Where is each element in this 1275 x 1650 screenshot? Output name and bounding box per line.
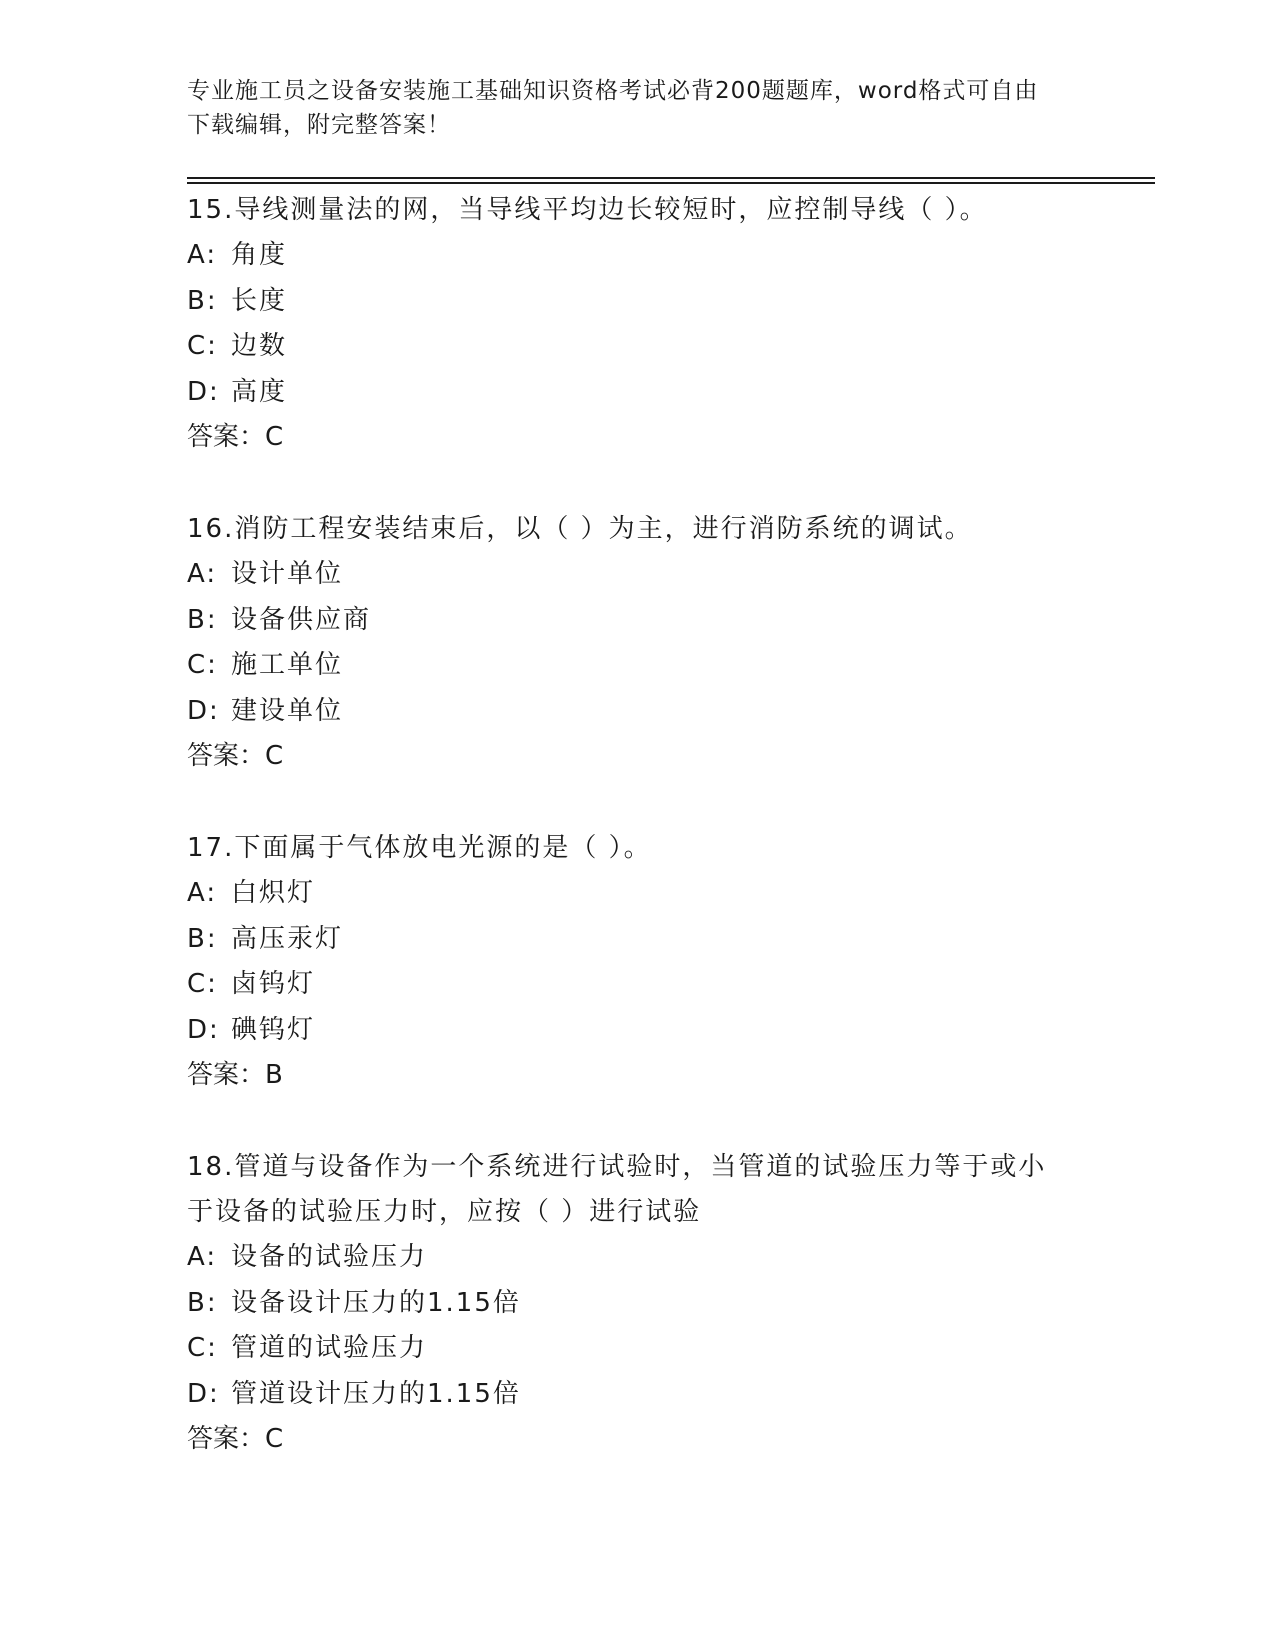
answer-value: C (265, 1424, 284, 1454)
document-header (187, 74, 1087, 142)
option-letter: C: (187, 650, 218, 680)
option-c (187, 643, 1087, 689)
option-text: 建设单位 (231, 695, 344, 726)
option-text: 设备供应商 (231, 604, 372, 635)
option-letter: A: (187, 240, 218, 270)
answer-label: 答案： (187, 741, 266, 771)
option-letter: B: (187, 923, 218, 954)
option-text: 边数 (231, 331, 288, 361)
answer (187, 1417, 1087, 1462)
answer-label: 答案： (187, 1060, 266, 1090)
option-text: 设备设计压力的1.15倍 (231, 1287, 521, 1318)
option-b (187, 279, 1087, 325)
answer-value: B (265, 1060, 283, 1090)
option-letter: B: (187, 285, 218, 316)
option-letter: A: (187, 559, 218, 589)
answer-label: 答案： (187, 422, 266, 452)
option-text: 设计单位 (231, 559, 344, 589)
question-title-line-1: 18.管道与设备作为一个系统进行试验时，当管道的试验压力等于或小 (187, 1152, 1047, 1182)
question-title: 16.消防工程安装结束后，以（ ）为主，进行消防系统的调试。 (187, 514, 973, 544)
option-text: 管道的试验压力 (231, 1333, 428, 1363)
option-letter: D: (187, 1378, 220, 1409)
question-title: 15.导线测量法的网，当导线平均边长较短时，应控制导线（ ）。 (187, 195, 988, 225)
option-text: 碘钨灯 (231, 1014, 316, 1045)
option-a (187, 1235, 1087, 1281)
option-c (187, 1326, 1087, 1372)
option-a (187, 871, 1087, 917)
question-15 (187, 188, 1087, 460)
question-16 (187, 507, 1087, 779)
option-text: 设备的试验压力 (231, 1242, 428, 1272)
option-d (187, 1008, 1087, 1054)
option-letter: D: (187, 1014, 220, 1045)
option-a (187, 233, 1087, 279)
header-line-2: 下载编辑，附完整答案！ (187, 112, 451, 138)
header-divider-bottom (187, 182, 1155, 184)
option-text: 高度 (231, 376, 288, 407)
question-title-line-2: 于设备的试验压力时，应按（ ）进行试验 (187, 1197, 702, 1227)
option-text: 高压汞灯 (231, 923, 344, 954)
option-b (187, 1281, 1087, 1327)
option-letter: B: (187, 1287, 218, 1318)
option-text: 角度 (231, 240, 288, 270)
option-letter: D: (187, 376, 220, 407)
option-letter: A: (187, 1242, 218, 1272)
option-text: 卤钨灯 (231, 969, 316, 999)
option-c (187, 324, 1087, 370)
option-letter: C: (187, 1333, 218, 1363)
option-letter: B: (187, 604, 218, 635)
option-d (187, 689, 1087, 735)
option-b (187, 598, 1087, 644)
question-17 (187, 826, 1087, 1098)
option-a (187, 552, 1087, 598)
option-text: 管道设计压力的1.15倍 (231, 1378, 521, 1409)
question-title: 17.下面属于气体放电光源的是（ ）。 (187, 833, 652, 863)
answer (187, 415, 1087, 460)
option-text: 白炽灯 (231, 878, 316, 908)
answer (187, 1053, 1087, 1098)
option-b (187, 917, 1087, 963)
answer-label: 答案： (187, 1424, 266, 1454)
answer-value: C (265, 422, 284, 452)
answer (187, 734, 1087, 779)
option-letter: A: (187, 878, 218, 908)
header-line-1: 专业施工员之设备安装施工基础知识资格考试必背200题题库，word格式可自由 (187, 78, 1039, 104)
option-text: 施工单位 (231, 650, 344, 680)
option-letter: C: (187, 331, 218, 361)
option-d (187, 370, 1087, 416)
option-letter: C: (187, 969, 218, 999)
answer-value: C (265, 741, 284, 771)
option-c (187, 962, 1087, 1008)
header-divider-top (187, 177, 1155, 179)
option-d (187, 1372, 1087, 1418)
option-letter: D: (187, 695, 220, 726)
question-18 (187, 1145, 1087, 1462)
option-text: 长度 (231, 285, 288, 316)
